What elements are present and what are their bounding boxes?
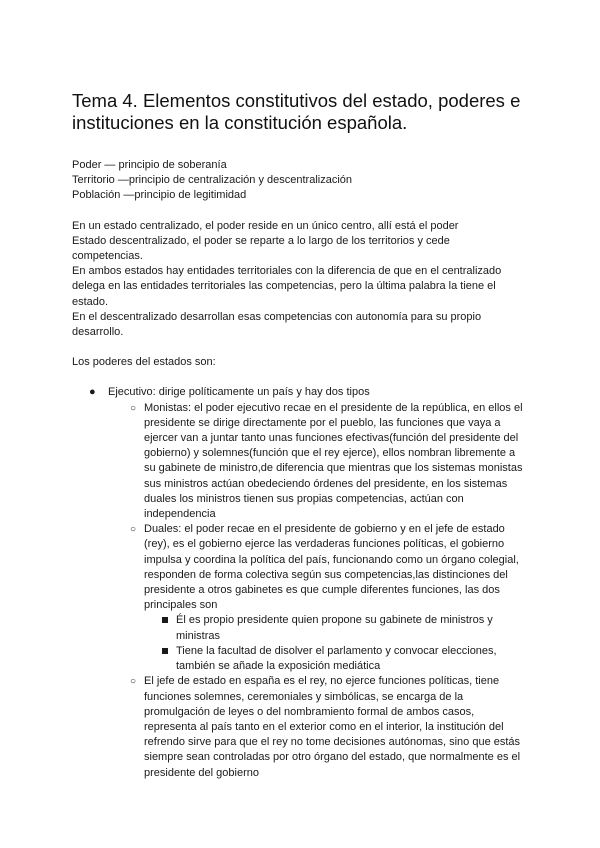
bullet-square-icon [162, 617, 168, 623]
text-line: gobierno) y solemnes(función que el rey ejerce), ellos nombran libremente a [144, 447, 516, 460]
bullet-square-icon [162, 648, 168, 654]
list-item-propone-gabinete [144, 613, 540, 643]
text-line: ejercer van a juntar tanto unas funciones efectivas(función del presidente del [144, 432, 519, 445]
text-line: funciones solemnes, ceremoniales y simbólicas, se encarga de la [144, 690, 464, 703]
document-title: Tema 4. Elementos constitutivos del estado, poderes e instituciones en la constitución española. [72, 90, 521, 133]
bullet-circle-icon: ○ [130, 676, 137, 688]
list-item-label: Ejecutivo: dirige políticamente un país y hay dos tipos [108, 386, 370, 399]
intro-line: Territorio —principio de centralización y descentralización [72, 174, 353, 187]
list-item-disolver-parlamento [144, 644, 540, 674]
poderes-heading: Los poderes del estados son: [72, 356, 216, 369]
text-line: Estado descentralizado, el poder se reparte a lo largo de los territorios y cede [72, 234, 450, 247]
text-line: ministras [176, 629, 221, 642]
text-line: Monistas: el poder ejecutivo recae en el presidente de la república, en ellos el [144, 401, 523, 414]
text-line: presidente se dirige directamente por el pueblo, las funciones que vaya a [144, 416, 501, 429]
text-line: promulgación de leyes o del nombramiento formal de ambos casos, [144, 705, 475, 718]
text-line: Él es propio presidente quien propone su gabinete de ministros y [176, 614, 493, 627]
text-line: competencias. [72, 250, 143, 263]
text-line: En un estado centralizado, el poder reside en un único centro, allí está el poder [72, 219, 459, 232]
text-line: El jefe de estado en españa es el rey, no ejerce funciones políticas, tiene [144, 675, 500, 688]
list-item-jefe-estado [108, 674, 540, 780]
text-line: Tiene la facultad de disolver el parlamento y convocar elecciones, [176, 644, 497, 657]
text-line: desarrollo. [72, 326, 124, 339]
paragraph-estados [72, 219, 540, 341]
text-line: sus ministros actúan obedeciendo órdenes del presidente, en los sistemas [144, 477, 508, 490]
text-line: duales los ministros tienen sus propias competencias, actúan con [144, 492, 464, 505]
intro-block [72, 158, 540, 204]
list-item-duales [108, 522, 540, 674]
text-line: también se añade la exposición mediática [176, 660, 381, 673]
duales-sublist [144, 613, 540, 674]
text-line: refrendo sirve para que el rey no tome decisiones autónomas, sino que estás [144, 736, 521, 749]
text-line: presidente a otros gabinetes es que cumple diferentes funciones, las dos [144, 584, 500, 597]
text-line: independencia [144, 508, 216, 521]
intro-line: Poder — principio de soberanía [72, 159, 227, 171]
text-line: su gabinete de ministro,de diferencia que mientras que los sistemas monistas [144, 462, 523, 475]
list-item-ejecutivo [72, 385, 540, 780]
list-item-monistas [108, 401, 540, 523]
text-line: En el descentralizado desarrollan esas competencias con autonomía para su propio [72, 310, 482, 323]
text-line: Duales: el poder recae en el presidente de gobierno y en el jefe de estado [144, 523, 505, 536]
poderes-list [72, 385, 540, 780]
text-line: estado. [72, 295, 109, 308]
text-line: delega en las entidades territoriales las competencias, pero la última palabra la tiene el [72, 280, 496, 293]
text-line: principales son [144, 599, 218, 612]
bullet-disc-icon: ● [89, 386, 96, 399]
text-line: impulsa y coordina la política del país, funcionando como un órgano colegial, [144, 553, 519, 566]
ejecutivo-sublist [108, 401, 540, 781]
text-line: (rey), es el gobierno ejerce las verdaderas funciones políticas, el gobierno [144, 538, 505, 551]
text-line: siempre sean controladas por otro órgano del estado, que normalmente es el [144, 751, 521, 764]
text-line: En ambos estados hay entidades territoriales con la diferencia de que en el centralizado [72, 265, 502, 278]
text-line: presidente del gobierno [144, 766, 259, 779]
bullet-circle-icon: ○ [130, 402, 137, 414]
text-line: representa al país tanto en el exterior como en el interior, la institución del [144, 720, 504, 733]
intro-line: Población —principio de legitimidad [72, 189, 247, 202]
text-line: responden de forma colectiva según sus competencias,las distinciones del [144, 568, 508, 581]
bullet-circle-icon: ○ [130, 524, 137, 536]
